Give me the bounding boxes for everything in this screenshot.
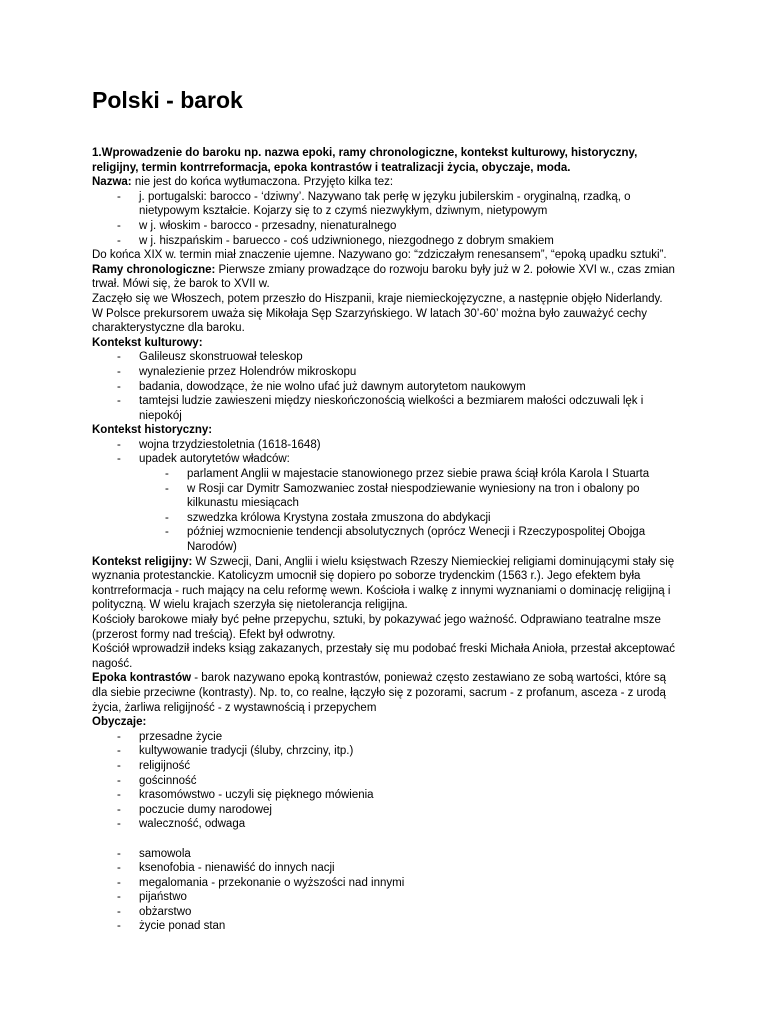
kulturowy-heading: Kontekst kulturowy: [92, 336, 203, 349]
list-item: - gościnność [139, 774, 682, 789]
list-item: - badania, dowodzące, że nie wolno ufać już dawnym autorytetom naukowym [139, 380, 682, 395]
list-item: - waleczność, odwaga [139, 817, 682, 832]
list-item: - krasomówstwo - uczyli się pięknego mówienia [139, 788, 682, 803]
ramy-paragraph: Ramy chronologiczne: Pierwsze zmiany prowadzące do rozwoju baroku były już w 2. połowie XVI w., czas zmian trwał. Mówi się, że barok to XVII w. [92, 263, 675, 291]
page-title: Polski - barok [92, 87, 243, 113]
religijny-paragraph-2: Kościoły barokowe miały być pełne przepychu, sztuki, by pokazywać jego ważność. Odprawiano teatralne msze (przerost formy nad treścią). Efekt był odwrotny. [92, 614, 661, 641]
ramy-label: Ramy chronologiczne: [92, 263, 216, 276]
nazwa-label: Nazwa: [92, 176, 132, 189]
religijny-paragraph: Kontekst religijny: W Szwecji, Dani, Anglii i wielu księstwach Rzeszy Niemieckiej religiami dominującymi stały się wyznania protestanckie. Katolicyzm umocnił się dopiero po soborze trydenckim (1563 r.). Jego efektem była kontrreformacja - ruch mający na celu reformę wewn. Kościoła i walkę z innymi wyznaniami o dominację religijną i polityczną. W wielu krajach szerzyła się nietolerancja religijna. [92, 555, 675, 612]
list-item: - tamtejsi ludzie zawieszeni między nieskończonością wielkości a bezmiarem małości odczuwali lęk i niepokój [139, 394, 682, 423]
list-item: - poczucie dumy narodowej [139, 803, 682, 818]
list-item: - wynalezienie przez Holendrów mikroskopu [139, 365, 682, 380]
list-item: - obżarstwo [139, 905, 682, 920]
list-item: - samowola [139, 847, 682, 862]
list-item: - ksenofobia - nienawiść do innych nacji [139, 861, 682, 876]
list-item: - upadek autorytetów władców: - parlament Anglii w majestacie stanowionego przez siebie prawa ściął króla Karola I Stuarta - w Rosji car Dymitr Samozwaniec został niespodziewanie wyniesiony na tron i obalony po kilkunastu miesiącach - szwedzka królowa Krystyna została zmuszona do abdykacji - później wzmocnienie tendencji absolutycznych (oprócz Wenecji i Rzeczypospolitej Obojga Narodów) [139, 452, 682, 554]
list-item: - megalomania - przekonanie o wyższości nad innymi [139, 876, 682, 891]
religijny-label: Kontekst religijny: [92, 555, 193, 568]
ramy-paragraph-3: W Polsce prekursorem uważa się Mikołaja Sęp Szarzyńskiego. W latach 30’-60’ można było zauważyć cechy charakterystyczne dla baroku. [92, 307, 647, 335]
kulturowy-list [92, 350, 682, 423]
section-heading: 1.Wprowadzenie do baroku np. nazwa epoki, ramy chronologiczne, kontekst kulturowy, historyczny, religijny, termin kontrreformacja, epoka kontrastów i teatralizacji życia, obyczaje, moda. [92, 147, 638, 174]
nazwa-paragraph: Nazwa: nie jest do końca wytłumaczona. Przyjęto kilka tez: [92, 176, 394, 189]
list-item: - religijność [139, 759, 682, 774]
list-item: - wojna trzydziestoletnia (1618-1648) [139, 438, 682, 453]
list-item: - przesadne życie [139, 730, 682, 745]
list-item: - życie ponad stan [139, 919, 682, 934]
historyczny-sublist [139, 467, 682, 555]
list-item: - Galileusz skonstruował teleskop [139, 350, 682, 365]
list-item: - kultywowanie tradycji (śluby, chrzciny, itp.) [139, 744, 682, 759]
sublist-item: - parlament Anglii w majestacie stanowionego przez siebie prawa ściął króla Karola I Stuarta [187, 467, 682, 482]
kontrasty-paragraph: Epoka kontrastów - barok nazywano epoką kontrastów, ponieważ często zestawiano ze sobą wartości, które są dla siebie przeciwne (kontrasty). Np. to, co realne, łączyło się z pozorami, sacrum - z profanum, asceza - z urodą życia, żarliwa religijność - z wystawnością i przepychem [92, 672, 667, 714]
sublist-item: - szwedzka królowa Krystyna została zmuszona do abdykacji [187, 511, 682, 526]
list-item: - j. portugalski: barocco - ‘dziwny’. Nazywano tak perłę w języku jubilerskim - oryginalną, rzadką, o nietypowym kształcie. Kojarzy się to z czymś niezwykłym, dziwnym, nietypowym [139, 190, 682, 219]
list-item: - w j. włoskim - barocco - przesadny, nienaturalnego [139, 219, 682, 234]
document-body [92, 146, 682, 934]
list-item: - pijaństwo [139, 890, 682, 905]
document-page [92, 86, 682, 934]
nazwa-list [92, 190, 682, 248]
religijny-paragraph-3: Kościół wprowadził indeks ksiąg zakazanych, przestały się mu podobać freski Michała Anioła, przestał akceptować nagość. [92, 643, 675, 670]
list-item: - w j. hiszpańskim - baruecco - coś udziwnionego, niezgodnego z dobrym smakiem [139, 234, 682, 249]
sublist-item: - później wzmocnienie tendencji absolutycznych (oprócz Wenecji i Rzeczypospolitej Obojga Narodów) [187, 525, 682, 554]
historyczny-heading: Kontekst historyczny: [92, 424, 213, 437]
ramy-paragraph-2: Zaczęło się we Włoszech, potem przeszło do Hiszpanii, kraje niemieckojęzyczne, a następnie objęło Niderlandy. [92, 292, 663, 305]
nazwa-after: Do końca XIX w. termin miał znaczenie ujemne. Nazywano go: “zdziczałym renesansem”, “epoką upadku sztuki”. [92, 249, 667, 262]
sublist-item: - w Rosji car Dymitr Samozwaniec został niespodziewanie wyniesiony na tron i obalony po kilkunastu miesiącach [187, 482, 682, 511]
obyczaje-heading: Obyczaje: [92, 716, 147, 729]
obyczaje-list [92, 730, 682, 934]
historyczny-list [92, 438, 682, 555]
kontrasty-label: Epoka kontrastów [92, 672, 192, 685]
list-spacer [139, 832, 682, 847]
